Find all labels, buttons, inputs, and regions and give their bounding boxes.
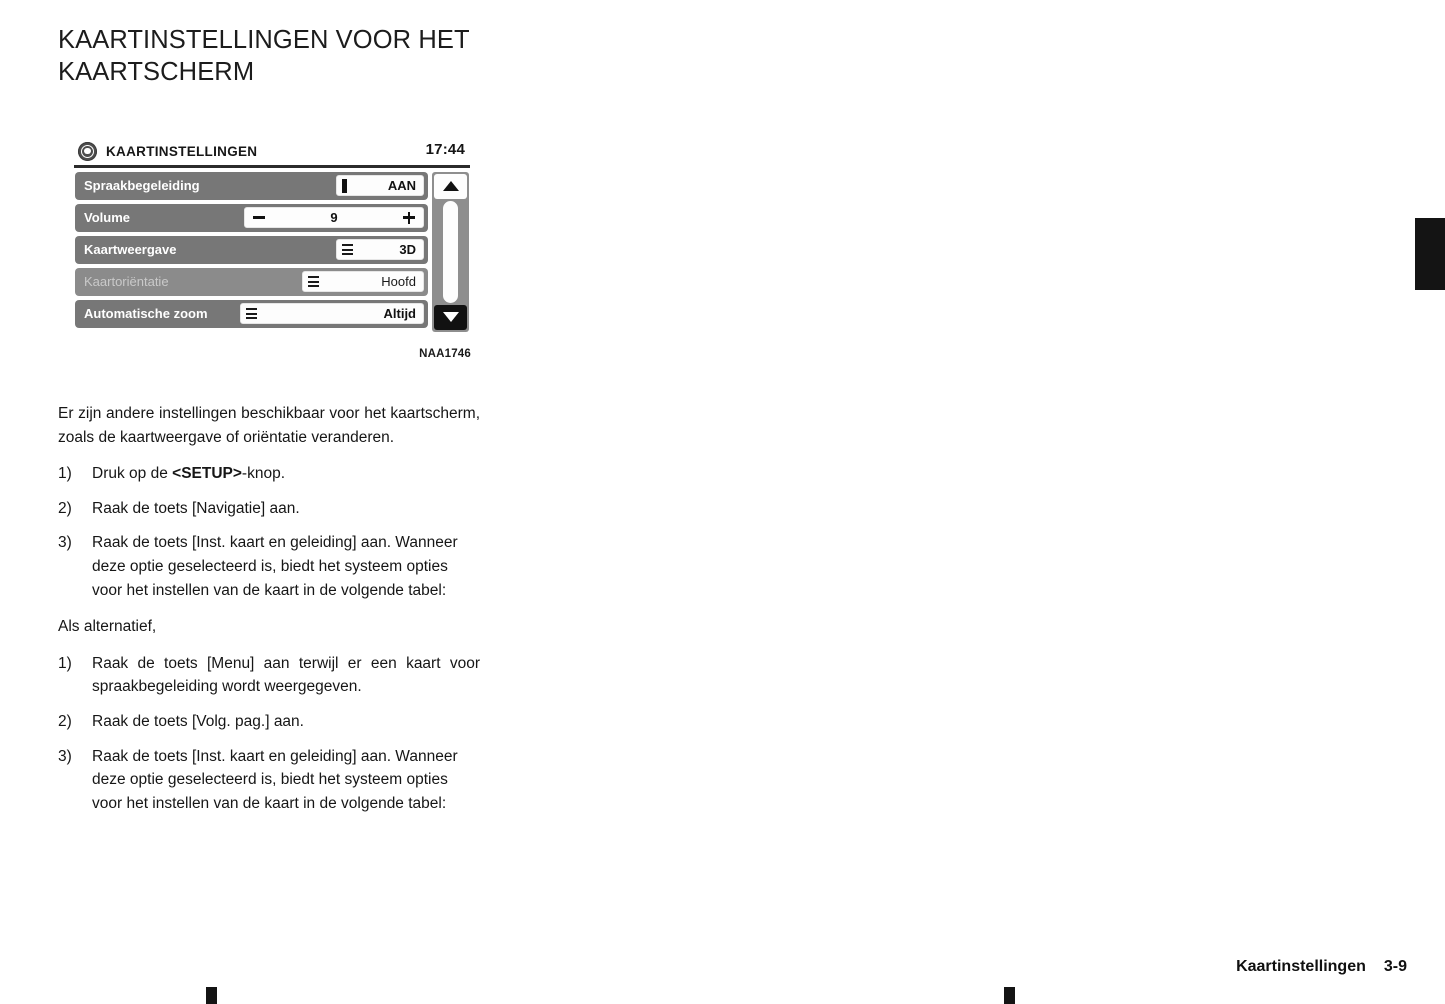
list-item <box>58 497 480 521</box>
list-item <box>58 710 480 734</box>
spacer <box>58 602 480 615</box>
list-item-number: 2) <box>58 712 72 730</box>
figure-map-settings-screen <box>72 137 472 360</box>
footer-page-number: 3-9 <box>1383 958 1407 975</box>
scrollbar-track[interactable] <box>434 201 467 303</box>
crop-mark-right <box>1004 987 1015 1004</box>
list-item-text-after: -knop. <box>241 465 286 483</box>
row-label: Kaartoriëntatie <box>84 274 169 289</box>
settings-row-auto-zoom[interactable] <box>75 300 428 328</box>
device-header <box>72 137 472 165</box>
page-title-line-2: KAARTSCHERM <box>58 58 255 86</box>
crop-mark-left <box>206 987 217 1004</box>
list-item <box>58 745 480 816</box>
list-item-text: Raak de toets [Inst. kaart en geleiding] aan. Wanneer deze optie geselecteerd is, biedt het systeem opties voor het instellen van de kaart in de volgende tabel: <box>92 534 458 599</box>
device-header-title: KAARTINSTELLINGEN <box>106 143 258 159</box>
procedure-list-alternative <box>58 652 480 816</box>
minus-icon[interactable] <box>253 216 265 219</box>
alternative-intro: Als alternatief, <box>58 618 157 636</box>
toggle-bar-icon <box>342 179 347 193</box>
list-item <box>58 652 480 699</box>
list-item-text <box>92 462 480 486</box>
triangle-up-icon <box>443 181 459 191</box>
row-label: Spraakbegeleiding <box>84 178 200 193</box>
settings-row-map-view[interactable] <box>75 236 428 264</box>
procedure-list-primary <box>58 462 480 602</box>
list-item <box>58 462 480 486</box>
triangle-down-icon <box>443 312 459 322</box>
map-orientation-selector[interactable] <box>302 271 424 292</box>
row-label: Kaartweergave <box>84 242 177 257</box>
list-item-number: 1) <box>58 465 72 483</box>
footer-section-name: Kaartinstellingen <box>1236 958 1366 975</box>
body-content <box>58 402 480 815</box>
list-item <box>58 531 480 602</box>
voice-guidance-toggle[interactable] <box>336 175 424 196</box>
list-lines-icon <box>246 308 257 319</box>
scrollbar-thumb[interactable] <box>443 201 458 303</box>
list-item-text: Raak de toets [Inst. kaart en geleiding] aan. Wanneer deze optie geselecteerd is, biedt het systeem opties voor het instellen van de kaart in de volgende tabel: <box>92 747 458 812</box>
list-item-text-before: Druk op de <box>92 465 173 483</box>
list-item-text: Raak de toets [Menu] aan terwijl er een kaart voor spraakbegeleiding wordt weergegeven. <box>92 654 480 696</box>
chapter-tab-marker <box>1415 218 1445 290</box>
clock-display: 17:44 <box>425 141 465 158</box>
page-footer <box>1236 958 1407 976</box>
volume-stepper[interactable] <box>244 207 424 228</box>
map-view-selector[interactable] <box>336 239 424 260</box>
scrollbar[interactable] <box>432 172 469 332</box>
scroll-up-button[interactable] <box>434 174 467 199</box>
setup-key-label: <SETUP> <box>172 465 242 483</box>
row-label: Volume <box>84 210 130 225</box>
settings-row-voice-guidance[interactable] <box>75 172 428 200</box>
settings-row-volume[interactable] <box>75 204 428 232</box>
row-value: AAN <box>387 178 416 193</box>
settings-row-map-orientation[interactable] <box>75 268 428 296</box>
header-divider <box>74 165 470 168</box>
page-title <box>58 24 488 88</box>
settings-row-list <box>75 172 428 332</box>
scroll-down-button[interactable] <box>434 305 467 330</box>
row-value: Hoofd <box>381 274 416 289</box>
list-item-number: 3) <box>58 534 72 552</box>
list-item-text: Raak de toets [Navigatie] aan. <box>92 499 300 517</box>
plus-icon[interactable] <box>403 212 415 224</box>
row-label: Automatische zoom <box>84 306 208 321</box>
list-item-text: Raak de toets [Volg. pag.] aan. <box>92 712 304 730</box>
list-item-number: 3) <box>58 747 72 765</box>
device-body <box>72 172 472 332</box>
list-lines-icon <box>308 276 319 287</box>
list-item-number: 1) <box>58 654 72 672</box>
list-lines-icon <box>342 244 353 255</box>
page-title-line-1: KAARTINSTELLINGEN VOOR HET <box>58 26 470 54</box>
navigation-device-screen <box>72 137 472 334</box>
auto-zoom-selector[interactable] <box>240 303 424 324</box>
intro-paragraph: Er zijn andere instellingen beschikbaar voor het kaartscherm, zoals de kaartweergave of oriëntatie veranderen. <box>58 405 480 446</box>
list-item-number: 2) <box>58 499 72 517</box>
figure-caption: NAA1746 <box>419 347 471 360</box>
gear-icon <box>78 142 97 161</box>
row-value: Altijd <box>383 306 416 321</box>
volume-value: 9 <box>330 210 338 225</box>
row-value: 3D <box>399 242 416 257</box>
